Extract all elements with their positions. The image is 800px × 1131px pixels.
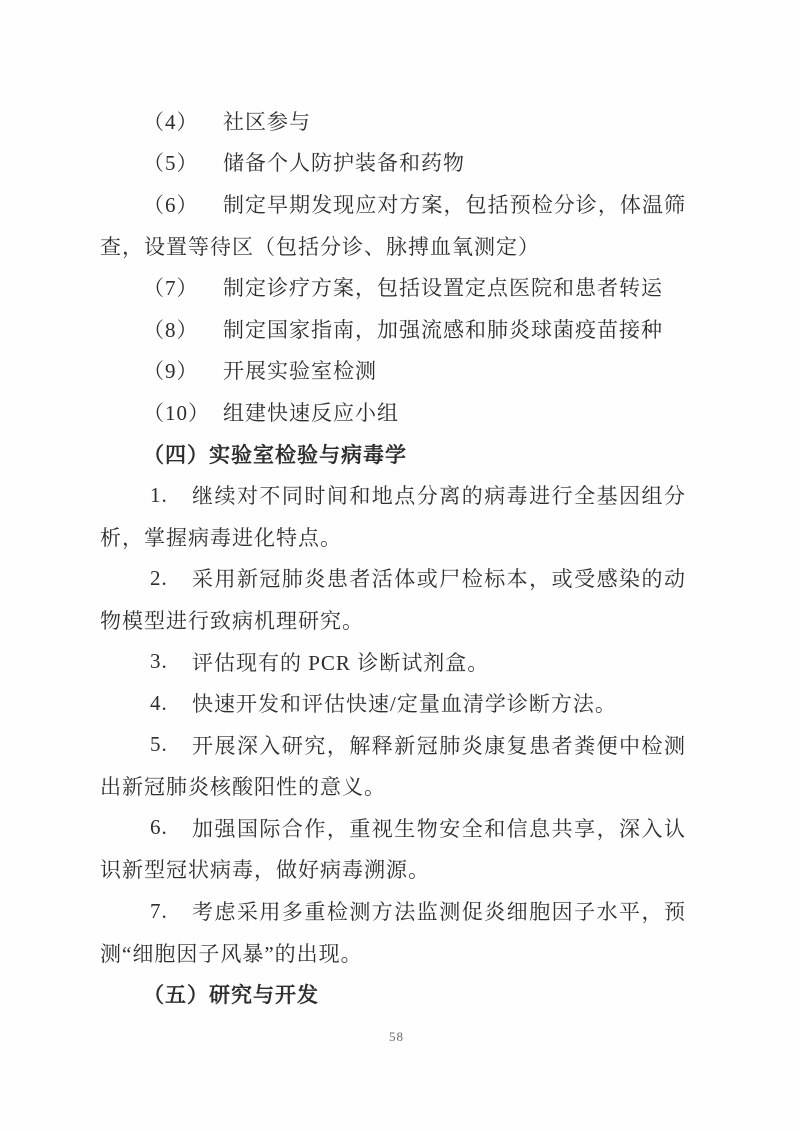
list-item xyxy=(100,100,686,142)
item-text: 识新型冠状病毒，做好病毒溯源。 xyxy=(100,858,430,883)
item-text: 储备个人防护装备和药物 xyxy=(223,151,465,176)
item-number: （8） xyxy=(143,317,199,342)
item-text: 继续对不同时间和地点分离的病毒进行全基因组分 xyxy=(192,484,686,509)
item-number: 4. xyxy=(150,690,168,715)
item-text: 制定诊疗方案，包括设置定点医院和患者转运 xyxy=(223,276,663,301)
item-number: （10） xyxy=(143,400,210,425)
list-item xyxy=(100,890,686,932)
item-text: 考虑采用多重检测方法监测促炎细胞因子水平，预 xyxy=(192,900,686,925)
paragraph-line xyxy=(100,516,686,558)
item-text: 制定早期发现应对方案，包括预检分诊，体温筛 xyxy=(223,192,686,217)
item-number: 5. xyxy=(150,732,168,757)
list-item xyxy=(100,350,686,392)
item-text: 组建快速反应小组 xyxy=(223,400,399,425)
list-item xyxy=(100,724,686,766)
paragraph-line xyxy=(100,766,686,808)
item-number: （7） xyxy=(143,276,199,301)
item-number: （6） xyxy=(143,192,199,217)
item-text: 评估现有的 PCR 诊断试剂盒。 xyxy=(192,650,490,675)
item-number: （5） xyxy=(143,151,199,176)
section-heading xyxy=(100,973,686,1015)
paragraph-line xyxy=(100,599,686,641)
item-text: 采用新冠肺炎患者活体或尸检标本，或受感染的动 xyxy=(192,567,686,592)
document-body xyxy=(100,100,686,1015)
list-item xyxy=(100,308,686,350)
item-text: 加强国际合作，重视生物安全和信息共享，深入认 xyxy=(192,816,686,841)
page-number: 58 xyxy=(389,1029,404,1044)
item-number: （9） xyxy=(143,359,199,384)
item-number: 6. xyxy=(150,815,168,840)
list-item xyxy=(100,641,686,683)
paragraph-line xyxy=(100,849,686,891)
item-number: 7. xyxy=(150,898,168,923)
item-number: 2. xyxy=(150,565,168,590)
list-item xyxy=(100,183,686,225)
item-text: 物模型进行致病机理研究。 xyxy=(100,608,364,633)
item-text: 开展实验室检测 xyxy=(223,359,377,384)
item-number: 1. xyxy=(150,482,168,507)
section-heading-text: （四）实验室检验与病毒学 xyxy=(143,442,407,467)
item-text: 制定国家指南，加强流感和肺炎球菌疫苗接种 xyxy=(223,317,663,342)
list-item xyxy=(100,391,686,433)
list-item xyxy=(100,474,686,516)
item-text: 快速开发和评估快速/定量血清学诊断方法。 xyxy=(192,692,617,717)
list-item xyxy=(100,266,686,308)
item-number: 3. xyxy=(150,649,168,674)
item-text: 查，设置等待区（包括分诊、脉搏血氧测定） xyxy=(100,234,540,259)
item-number: （4） xyxy=(143,109,199,134)
list-item xyxy=(100,558,686,600)
item-text: 社区参与 xyxy=(223,109,311,134)
item-text: 测“细胞因子风暴”的出现。 xyxy=(100,941,363,966)
item-text: 出新冠肺炎核酸阳性的意义。 xyxy=(100,775,386,800)
list-item xyxy=(100,142,686,184)
section-heading-text: （五）研究与开发 xyxy=(143,983,319,1008)
list-item xyxy=(100,807,686,849)
item-text: 开展深入研究，解释新冠肺炎康复患者粪便中检测 xyxy=(192,733,686,758)
item-text: 析，掌握病毒进化特点。 xyxy=(100,525,342,550)
paragraph-line xyxy=(100,932,686,974)
paragraph-line xyxy=(100,225,686,267)
section-heading xyxy=(100,433,686,475)
list-item xyxy=(100,682,686,724)
